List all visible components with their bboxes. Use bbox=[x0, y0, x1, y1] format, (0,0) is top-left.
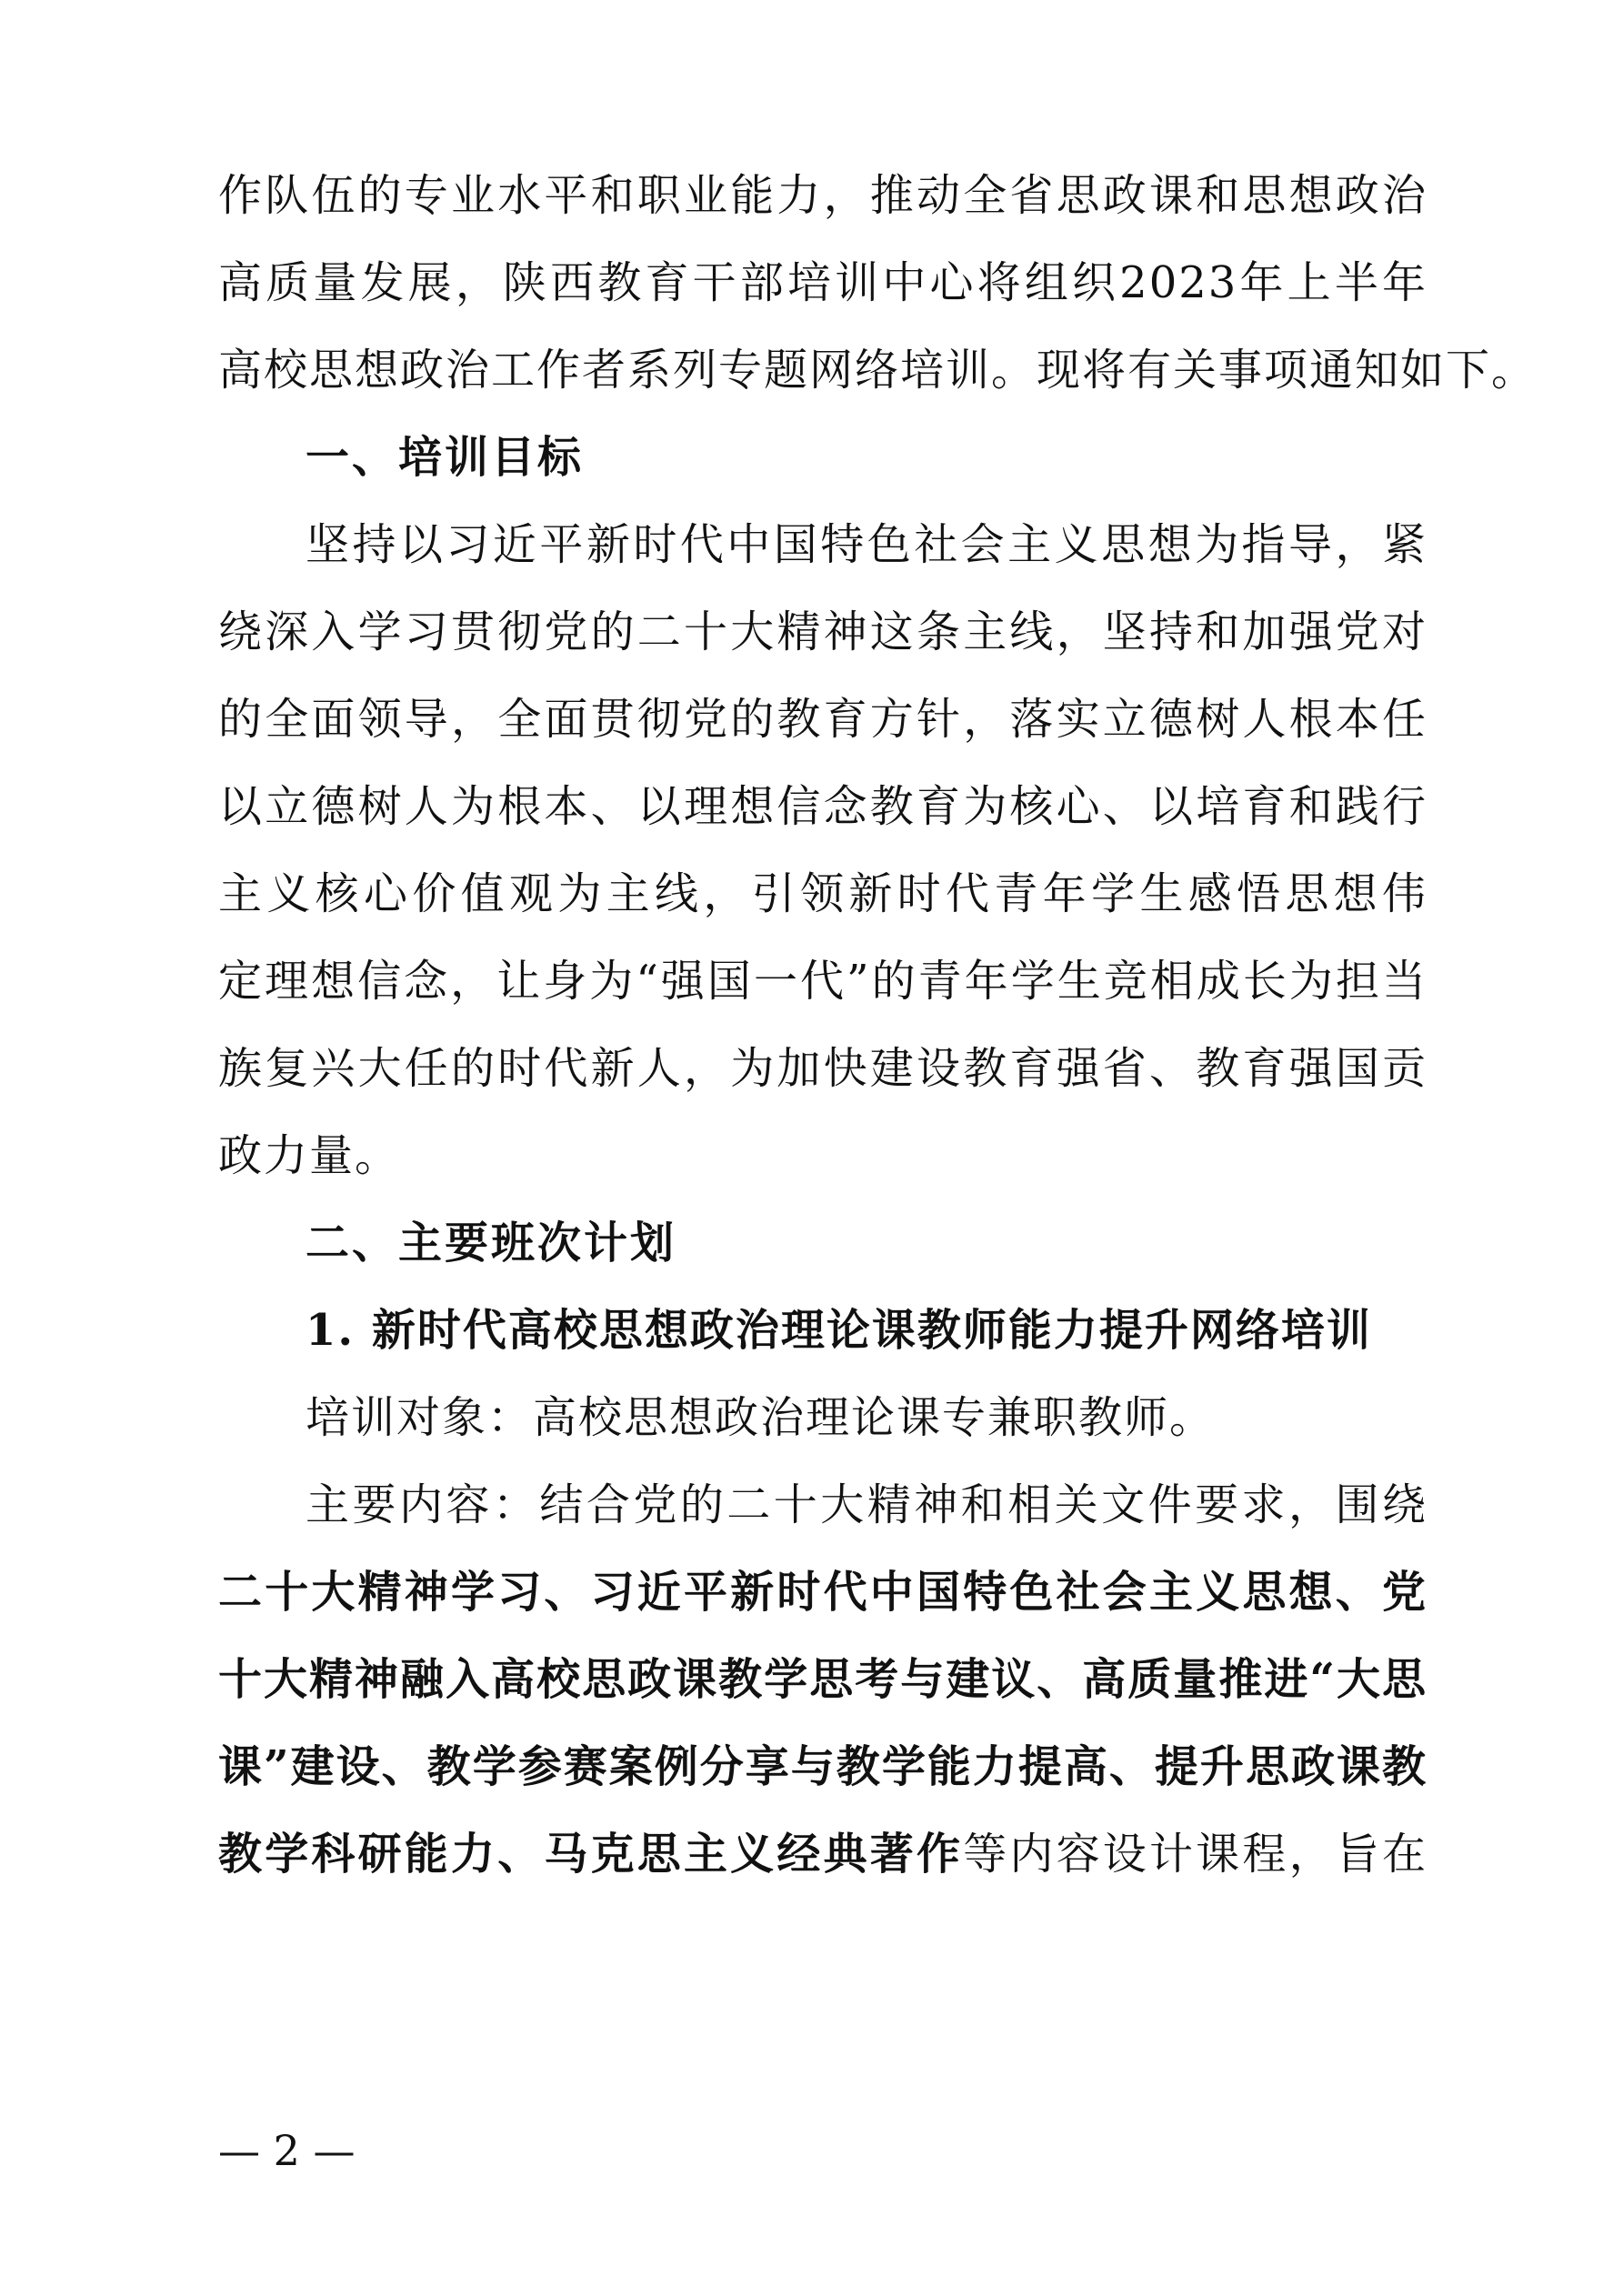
objectives-line-5: 主义核心价值观为主线，引领新时代青年学生感悟思想伟 bbox=[218, 868, 1428, 919]
objectives-line-2: 绕深入学习贯彻党的二十大精神这条主线，坚持和加强党对 bbox=[218, 607, 1428, 657]
content-line-4: 课”建设、教学参赛案例分享与教学能力提高、提升思政课教 bbox=[218, 1741, 1428, 1792]
objectives-line-1: 坚持以习近平新时代中国特色社会主义思想为指导，紧 bbox=[306, 519, 1428, 570]
objectives-line-4: 以立德树人为根本、以理想信念教育为核心、以培育和践行 bbox=[218, 781, 1428, 832]
content-bold-end: 教学科研能力、马克思主义经典著作 bbox=[218, 1829, 964, 1880]
objectives-line-8: 政力量。 bbox=[218, 1130, 401, 1181]
course-subheading: 1. 新时代高校思想政治理论课教师能力提升网络培训 bbox=[306, 1305, 1372, 1356]
objectives-line-3: 的全面领导，全面贯彻党的教育方针，落实立德树人根本任 bbox=[218, 694, 1428, 745]
content-line-1 bbox=[306, 1473, 1428, 1537]
section-heading-plans: 二、主要班次计划 bbox=[306, 1218, 677, 1268]
content-suffix: 等内容设计课程，旨在 bbox=[963, 1829, 1428, 1880]
training-target: 培训对象：高校思想政治理论课专兼职教师。 bbox=[306, 1392, 1216, 1443]
content-prefix: 主要内容：结合党的二十大精神和相关文件要求，围绕 bbox=[306, 1479, 1428, 1530]
page-number: — 2 — bbox=[218, 2126, 356, 2175]
intro-line-2: 高质量发展，陕西教育干部培训中心将组织2023年上半年 bbox=[218, 257, 1428, 308]
content-line-2: 二十大精神学习、习近平新时代中国特色社会主义思想、党 bbox=[218, 1567, 1428, 1618]
intro-line-3: 高校思想政治工作者系列专题网络培训。现将有关事项通知如下。 bbox=[218, 345, 1538, 396]
content-line-5 bbox=[218, 1822, 1428, 1886]
intro-line-1: 作队伍的专业水平和职业能力，推动全省思政课和思想政治 bbox=[218, 170, 1428, 221]
objectives-line-6: 定理想信念，让身为“强国一代”的青年学生竞相成长为担当 bbox=[218, 956, 1428, 1007]
content-line-3: 十大精神融入高校思政课教学思考与建议、高质量推进“大思 bbox=[218, 1654, 1428, 1705]
objectives-line-7: 族复兴大任的时代新人，为加快建设教育强省、教育强国贡 bbox=[218, 1043, 1428, 1094]
section-heading-objectives: 一、培训目标 bbox=[306, 432, 585, 483]
